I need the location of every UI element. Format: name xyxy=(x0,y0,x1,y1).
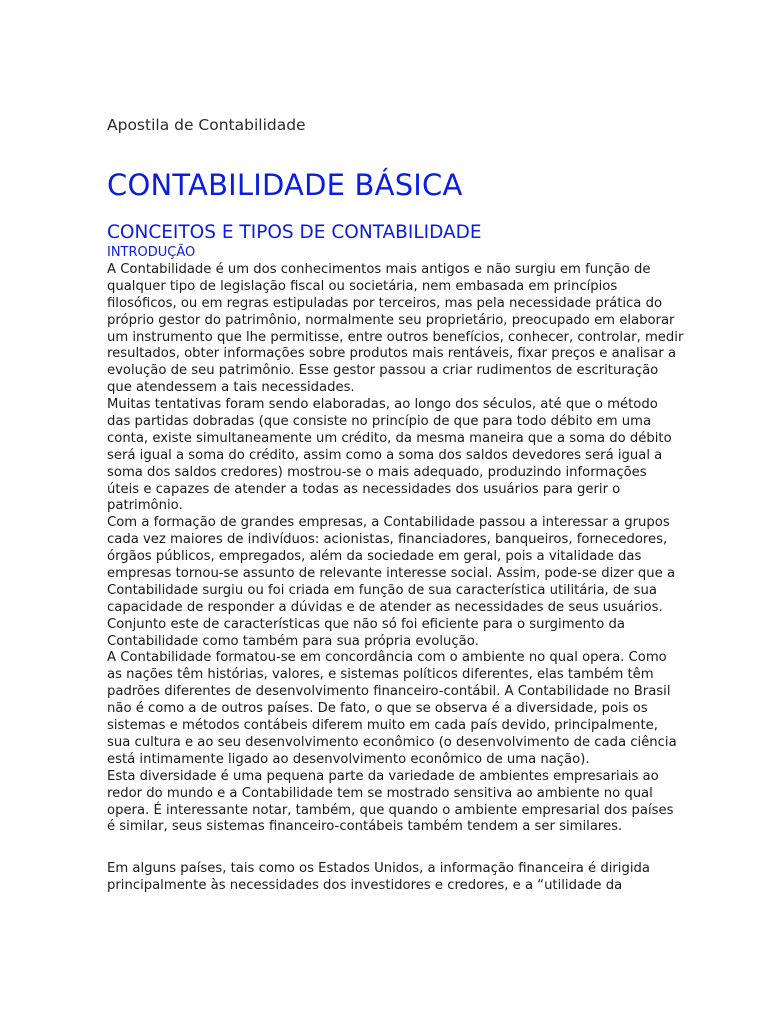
paragraph-line: das partidas dobradas (que consiste no princípio de que para todo débito em uma xyxy=(107,414,652,430)
paragraph-line: está intimamente ligado ao desenvolvimento econômico de uma nação). xyxy=(107,751,590,767)
paragraph-line: Com a formação de grandes empresas, a Contabilidade passou a interessar a grupos xyxy=(107,515,670,531)
paragraph-line: Contabilidade surgiu ou foi criada em função de sua característica utilitária, de sua xyxy=(107,582,657,598)
paragraph-line: cada vez maiores de indivíduos: acionistas, financiadores, banqueiros, fornecedores, xyxy=(107,532,668,548)
paragraph-line: Em alguns países, tais como os Estados Unidos, a informação financeira é dirigida xyxy=(107,861,650,877)
paragraph-line: A Contabilidade formatou-se em concordância com o ambiente no qual opera. Como xyxy=(107,650,667,666)
paragraph-line: Contabilidade como também para sua própria evolução. xyxy=(107,633,479,649)
section-title: CONCEITOS E TIPOS DE CONTABILIDADE xyxy=(107,222,482,243)
paragraph-line: conta, existe simultaneamente um crédito, da mesma maneira que a soma do débito xyxy=(107,430,672,446)
paragraph-line: órgãos públicos, empregados, além da sociedade em geral, pois a vitalidade das xyxy=(107,549,642,565)
paragraph-line: opera. É interessante notar, também, que quando o ambiente empresarial dos países xyxy=(107,802,674,818)
paragraph-line: Esta diversidade é uma pequena parte da variedade de ambientes empresariais ao xyxy=(107,768,659,784)
paragraph-line: empresas tornou-se assunto de relevante interesse social. Assim, pode-se dizer que a xyxy=(107,566,676,582)
paragraph-line: que atendessem a tais necessidades. xyxy=(107,380,355,396)
subsection-title: INTRODUÇÃO xyxy=(107,245,196,260)
paragraph-line: qualquer tipo de legislação fiscal ou societária, nem embasada em princípios xyxy=(107,278,618,294)
paragraph-line: Muitas tentativas foram sendo elaboradas, ao longo dos séculos, até que o método xyxy=(107,397,658,413)
paragraph-line: será igual a soma do crédito, assim como a soma dos saldos devedores será igual a xyxy=(107,447,663,463)
paragraph-line: A Contabilidade é um dos conhecimentos mais antigos e não surgiu em função de xyxy=(107,262,651,277)
paragraph-line: não é como a de outros países. De fato, o que se observa é a diversidade, pois os xyxy=(107,701,648,717)
paragraph-line: redor do mundo e a Contabilidade tem se mostrado sensitiva ao ambiente no qual xyxy=(107,785,653,801)
paragraph-line: próprio gestor do patrimônio, normalmente seu proprietário, preocupado em elaborar xyxy=(107,312,675,328)
body-text xyxy=(107,262,684,895)
paragraph-line: soma dos saldos credores) mostrou-se o mais adequado, produzindo informações xyxy=(107,464,647,480)
paragraph-line: patrimônio. xyxy=(107,498,183,514)
paragraph-line: padrões diferentes de desenvolvimento financeiro-contábil. A Contabilidade no Brasil xyxy=(107,684,671,700)
paragraph-line: um instrumento que lhe permitisse, entre outros benefícios, conhecer, controlar, medir xyxy=(107,329,684,345)
document-header: Apostila de Contabilidade xyxy=(107,116,306,134)
paragraph-line: é similar, seus sistemas financeiro-contábeis também tendem a ser similares. xyxy=(107,819,623,835)
paragraph-line: Conjunto este de características que não só foi eficiente para o surgimento da xyxy=(107,616,625,632)
paragraph-line: capacidade de responder a dúvidas e de atender as necessidades de seus usuários. xyxy=(107,599,663,615)
paragraph-line: sua cultura e ao seu desenvolvimento econômico (o desenvolvimento de cada ciência xyxy=(107,734,677,750)
paragraph-line: evolução de seu patrimônio. Esse gestor passou a criar rudimentos de escrituração xyxy=(107,363,659,379)
paragraph-line: principalmente às necessidades dos investidores e credores, e a “utilidade da xyxy=(107,878,623,894)
paragraph-line: filosóficos, ou em regras estipuladas por terceiros, mas pela necessidade prática do xyxy=(107,295,663,311)
document-title: CONTABILIDADE BÁSICA xyxy=(107,168,463,202)
paragraph-line: úteis e capazes de atender a todas as necessidades dos usuários para gerir o xyxy=(107,481,621,497)
paragraph-line: sistemas e métodos contábeis diferem muito em cada país devido, principalmente, xyxy=(107,718,658,734)
paragraph-line: as nações têm histórias, valores, e sistemas políticos diferentes, elas também têm xyxy=(107,667,654,683)
paragraph-line: resultados, obter informações sobre produtos mais rentáveis, fixar preços e analisar a xyxy=(107,346,677,362)
paragraph-gap xyxy=(107,836,667,861)
